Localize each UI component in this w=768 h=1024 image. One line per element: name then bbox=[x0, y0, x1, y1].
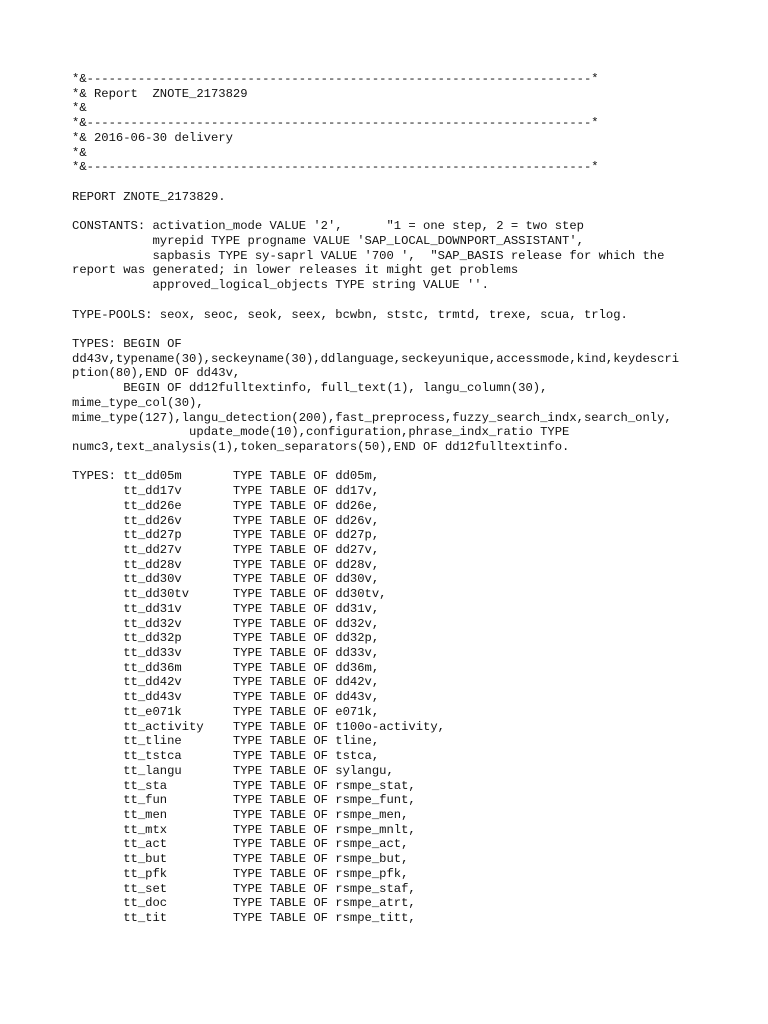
code-line bbox=[72, 204, 732, 219]
code-line: tt_dd33v TYPE TABLE OF dd33v, bbox=[72, 646, 380, 661]
code-line: tt_tstca TYPE TABLE OF tstca, bbox=[72, 749, 380, 764]
code-line: tt_men TYPE TABLE OF rsmpe_men, bbox=[72, 807, 409, 822]
code-line: *&---------------------------------------------------------------------* bbox=[72, 160, 599, 175]
code-line bbox=[72, 322, 732, 337]
code-line bbox=[72, 293, 732, 308]
code-line: tt_mtx TYPE TABLE OF rsmpe_mnlt, bbox=[72, 822, 416, 837]
code-line: *& bbox=[72, 101, 87, 116]
code-line: BEGIN OF dd12fulltextinfo, full_text(1), langu_column(30), bbox=[72, 381, 548, 396]
code-line: tt_set TYPE TABLE OF rsmpe_staf, bbox=[72, 881, 416, 896]
code-line: tt_dd32v TYPE TABLE OF dd32v, bbox=[72, 616, 380, 631]
code-line: numc3,text_analysis(1),token_separators(50),END OF dd12fulltextinfo. bbox=[72, 439, 570, 454]
code-listing bbox=[72, 72, 732, 926]
code-line: mime_type(127),langu_detection(200),fast_preprocess,fuzzy_search_indx,search_only, bbox=[72, 410, 672, 425]
code-line: sapbasis TYPE sy-saprl VALUE '700 ', "SAP_BASIS release for which the bbox=[72, 248, 665, 263]
code-line bbox=[72, 175, 732, 190]
code-line: TYPES: BEGIN OF bbox=[72, 336, 182, 351]
code-line: tt_doc TYPE TABLE OF rsmpe_atrt, bbox=[72, 896, 416, 911]
code-line: dd43v,typename(30),seckeyname(30),ddlanguage,seckeyunique,accessmode,kind,keydescri bbox=[72, 351, 680, 366]
code-line: TYPES: tt_dd05m TYPE TABLE OF dd05m, bbox=[72, 469, 380, 484]
code-line: report was generated; in lower releases it might get problems bbox=[72, 263, 519, 278]
code-line: tt_dd27p TYPE TABLE OF dd27p, bbox=[72, 528, 380, 543]
code-line: tt_dd42v TYPE TABLE OF dd42v, bbox=[72, 675, 380, 690]
code-line: tt_dd26v TYPE TABLE OF dd26v, bbox=[72, 513, 380, 528]
code-line: ption(80),END OF dd43v, bbox=[72, 366, 241, 381]
code-line: tt_sta TYPE TABLE OF rsmpe_stat, bbox=[72, 778, 416, 793]
code-line: myrepid TYPE progname VALUE 'SAP_LOCAL_DOWNPORT_ASSISTANT', bbox=[72, 233, 584, 248]
code-line: tt_dd32p TYPE TABLE OF dd32p, bbox=[72, 631, 380, 646]
code-line: TYPE-POOLS: seox, seoc, seok, seex, bcwbn, ststc, trmtd, trexe, scua, trlog. bbox=[72, 307, 628, 322]
code-line: tt_pfk TYPE TABLE OF rsmpe_pfk, bbox=[72, 866, 409, 881]
code-line: tt_fun TYPE TABLE OF rsmpe_funt, bbox=[72, 793, 416, 808]
code-line: tt_tline TYPE TABLE OF tline, bbox=[72, 734, 380, 749]
code-line: tt_dd27v TYPE TABLE OF dd27v, bbox=[72, 543, 380, 557]
code-line: mime_type_col(30), bbox=[72, 395, 204, 410]
code-line bbox=[72, 455, 732, 470]
code-line: *&---------------------------------------------------------------------* bbox=[72, 116, 599, 131]
code-line: tt_dd31v TYPE TABLE OF dd31v, bbox=[72, 601, 380, 616]
code-line: tt_dd30tv TYPE TABLE OF dd30tv, bbox=[72, 587, 387, 602]
code-line: *& 2016-06-30 delivery bbox=[72, 130, 233, 145]
code-line: tt_dd28v TYPE TABLE OF dd28v, bbox=[72, 557, 380, 572]
code-line: approved_logical_objects TYPE string VALUE ''. bbox=[72, 278, 489, 293]
code-line: update_mode(10),configuration,phrase_indx_ratio TYPE bbox=[72, 425, 570, 440]
code-line: *& Report ZNOTE_2173829 bbox=[72, 86, 248, 101]
code-line: REPORT ZNOTE_2173829. bbox=[72, 189, 226, 204]
code-line: CONSTANTS: activation_mode VALUE '2', "1 = one step, 2 = two step bbox=[72, 219, 584, 234]
code-line: tt_activity TYPE TABLE OF t100o-activity, bbox=[72, 719, 445, 734]
code-line: tt_act TYPE TABLE OF rsmpe_act, bbox=[72, 837, 409, 852]
code-line: tt_dd17v TYPE TABLE OF dd17v, bbox=[72, 484, 380, 499]
code-line: tt_dd36m TYPE TABLE OF dd36m, bbox=[72, 660, 380, 675]
code-line: tt_dd30v TYPE TABLE OF dd30v, bbox=[72, 572, 380, 587]
code-line: *& bbox=[72, 145, 87, 160]
code-line: tt_langu TYPE TABLE OF sylangu, bbox=[72, 763, 394, 778]
code-line: tt_dd43v TYPE TABLE OF dd43v, bbox=[72, 690, 380, 705]
code-line: tt_tit TYPE TABLE OF rsmpe_titt, bbox=[72, 910, 416, 925]
code-line: tt_but TYPE TABLE OF rsmpe_but, bbox=[72, 852, 409, 867]
code-line: tt_dd26e TYPE TABLE OF dd26e, bbox=[72, 498, 380, 513]
code-line: *&---------------------------------------------------------------------* bbox=[72, 72, 599, 86]
code-line: tt_e071k TYPE TABLE OF e071k, bbox=[72, 704, 380, 719]
